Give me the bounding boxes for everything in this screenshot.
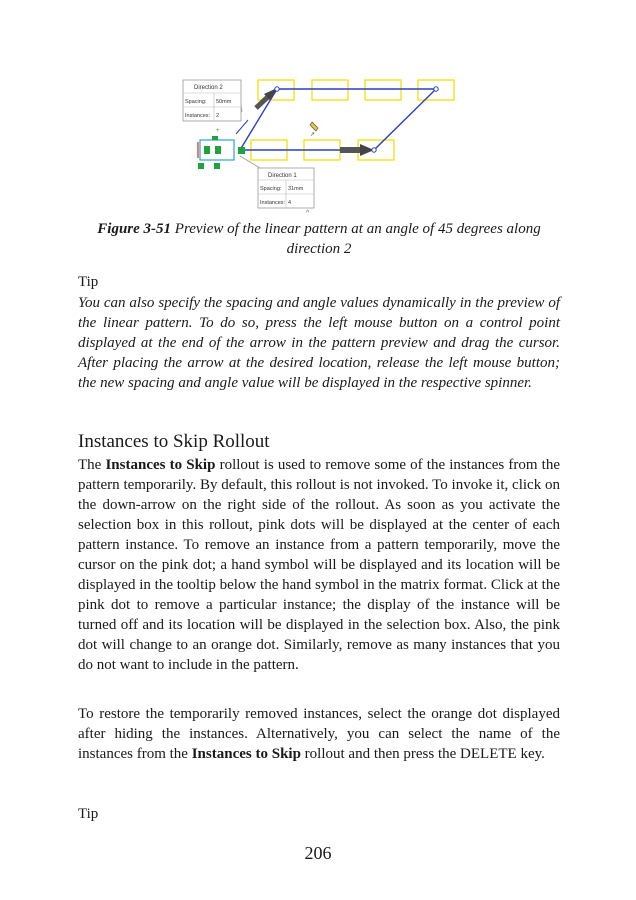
figure-caption — [78, 219, 560, 259]
svg-text:^: ^ — [306, 210, 310, 217]
svg-text:+: + — [216, 128, 220, 134]
paragraph-instances-to-skip: The Instances to Skip rollout is used to remove some of the instances from the pattern temporarily. By default, this rollout is not invoked. To invoke it, click on the down-arrow on the right side of the rollout. As soon as you activate the selection box in this rollout, pink dots will be displayed at the center of each pattern instance. To remove an instance from a pattern temporarily, move the cursor on the pink dot; a hand symbol will be displayed and its location will be displayed in the tooltip below the hand symbol in the matrix format. Click at the pink dot to remove a particular instance; the display of the instance will be turned off and its location will be displayed in the selection box. Also, the pink dot will change to an orange dot. Similarly, remove as many instances that you do not want to include in the pattern. — [78, 457, 561, 673]
pattern-instance-top-2 — [312, 80, 348, 100]
pencil-cursor-icon — [310, 122, 318, 138]
direction1-callout — [240, 156, 314, 217]
figure-label: Figure 3-51 — [97, 221, 172, 237]
instances-value: 4 — [288, 200, 292, 206]
tip-text: You can also specify the spacing and angle values dynamically in the preview of the linear pattern. To do so, press the left mouse button on a control point displayed at the end of the arrow in the pattern preview and drag the cursor. After placing the arrow at the desired location, release the left mouse button; the new spacing and angle value will be displayed in the respective spinner. — [78, 295, 560, 391]
direction2-leader — [236, 120, 248, 134]
control-point[interactable] — [372, 148, 376, 152]
section-heading: Instances to Skip Rollout — [78, 431, 270, 452]
control-point[interactable] — [434, 87, 438, 91]
seed-feature — [198, 128, 245, 169]
svg-text:↗: ↗ — [310, 132, 316, 138]
spacing-value: 50mm — [216, 99, 232, 105]
instances-label: Instances: — [185, 113, 211, 119]
bold-term: Instances to Skip — [105, 457, 216, 473]
figure-caption-text: Preview of the linear pattern at an angle of 45 degrees along direction 2 — [171, 221, 541, 257]
tip-label: Tip — [78, 274, 99, 290]
tip-label: Tip — [78, 806, 99, 822]
instances-value: 2 — [216, 113, 220, 119]
callout-title: Direction 2 — [194, 85, 223, 91]
paragraph-restore-instances: To restore the temporarily removed instances, select the orange dot displayed after hiding the instances. Alternatively, you can select the name of the instances from the Instances to Skip rollout and then press the DELETE key. — [78, 706, 560, 762]
callout-title: Direction 1 — [268, 173, 297, 179]
direction2-callout — [183, 80, 242, 121]
direction1-arrow-handle[interactable] — [340, 144, 374, 156]
spacing-value: 31mm — [288, 186, 304, 192]
spacing-label: Spacing: — [185, 99, 207, 105]
instances-label: Instances: — [260, 200, 286, 206]
pattern-instance-top-3 — [365, 80, 401, 100]
page-number: 206 — [304, 843, 332, 863]
control-point[interactable] — [275, 87, 279, 91]
figure-linear-pattern-preview — [178, 72, 468, 217]
spacing-label: Spacing: — [260, 186, 282, 192]
bold-term: Instances to Skip — [191, 746, 301, 762]
